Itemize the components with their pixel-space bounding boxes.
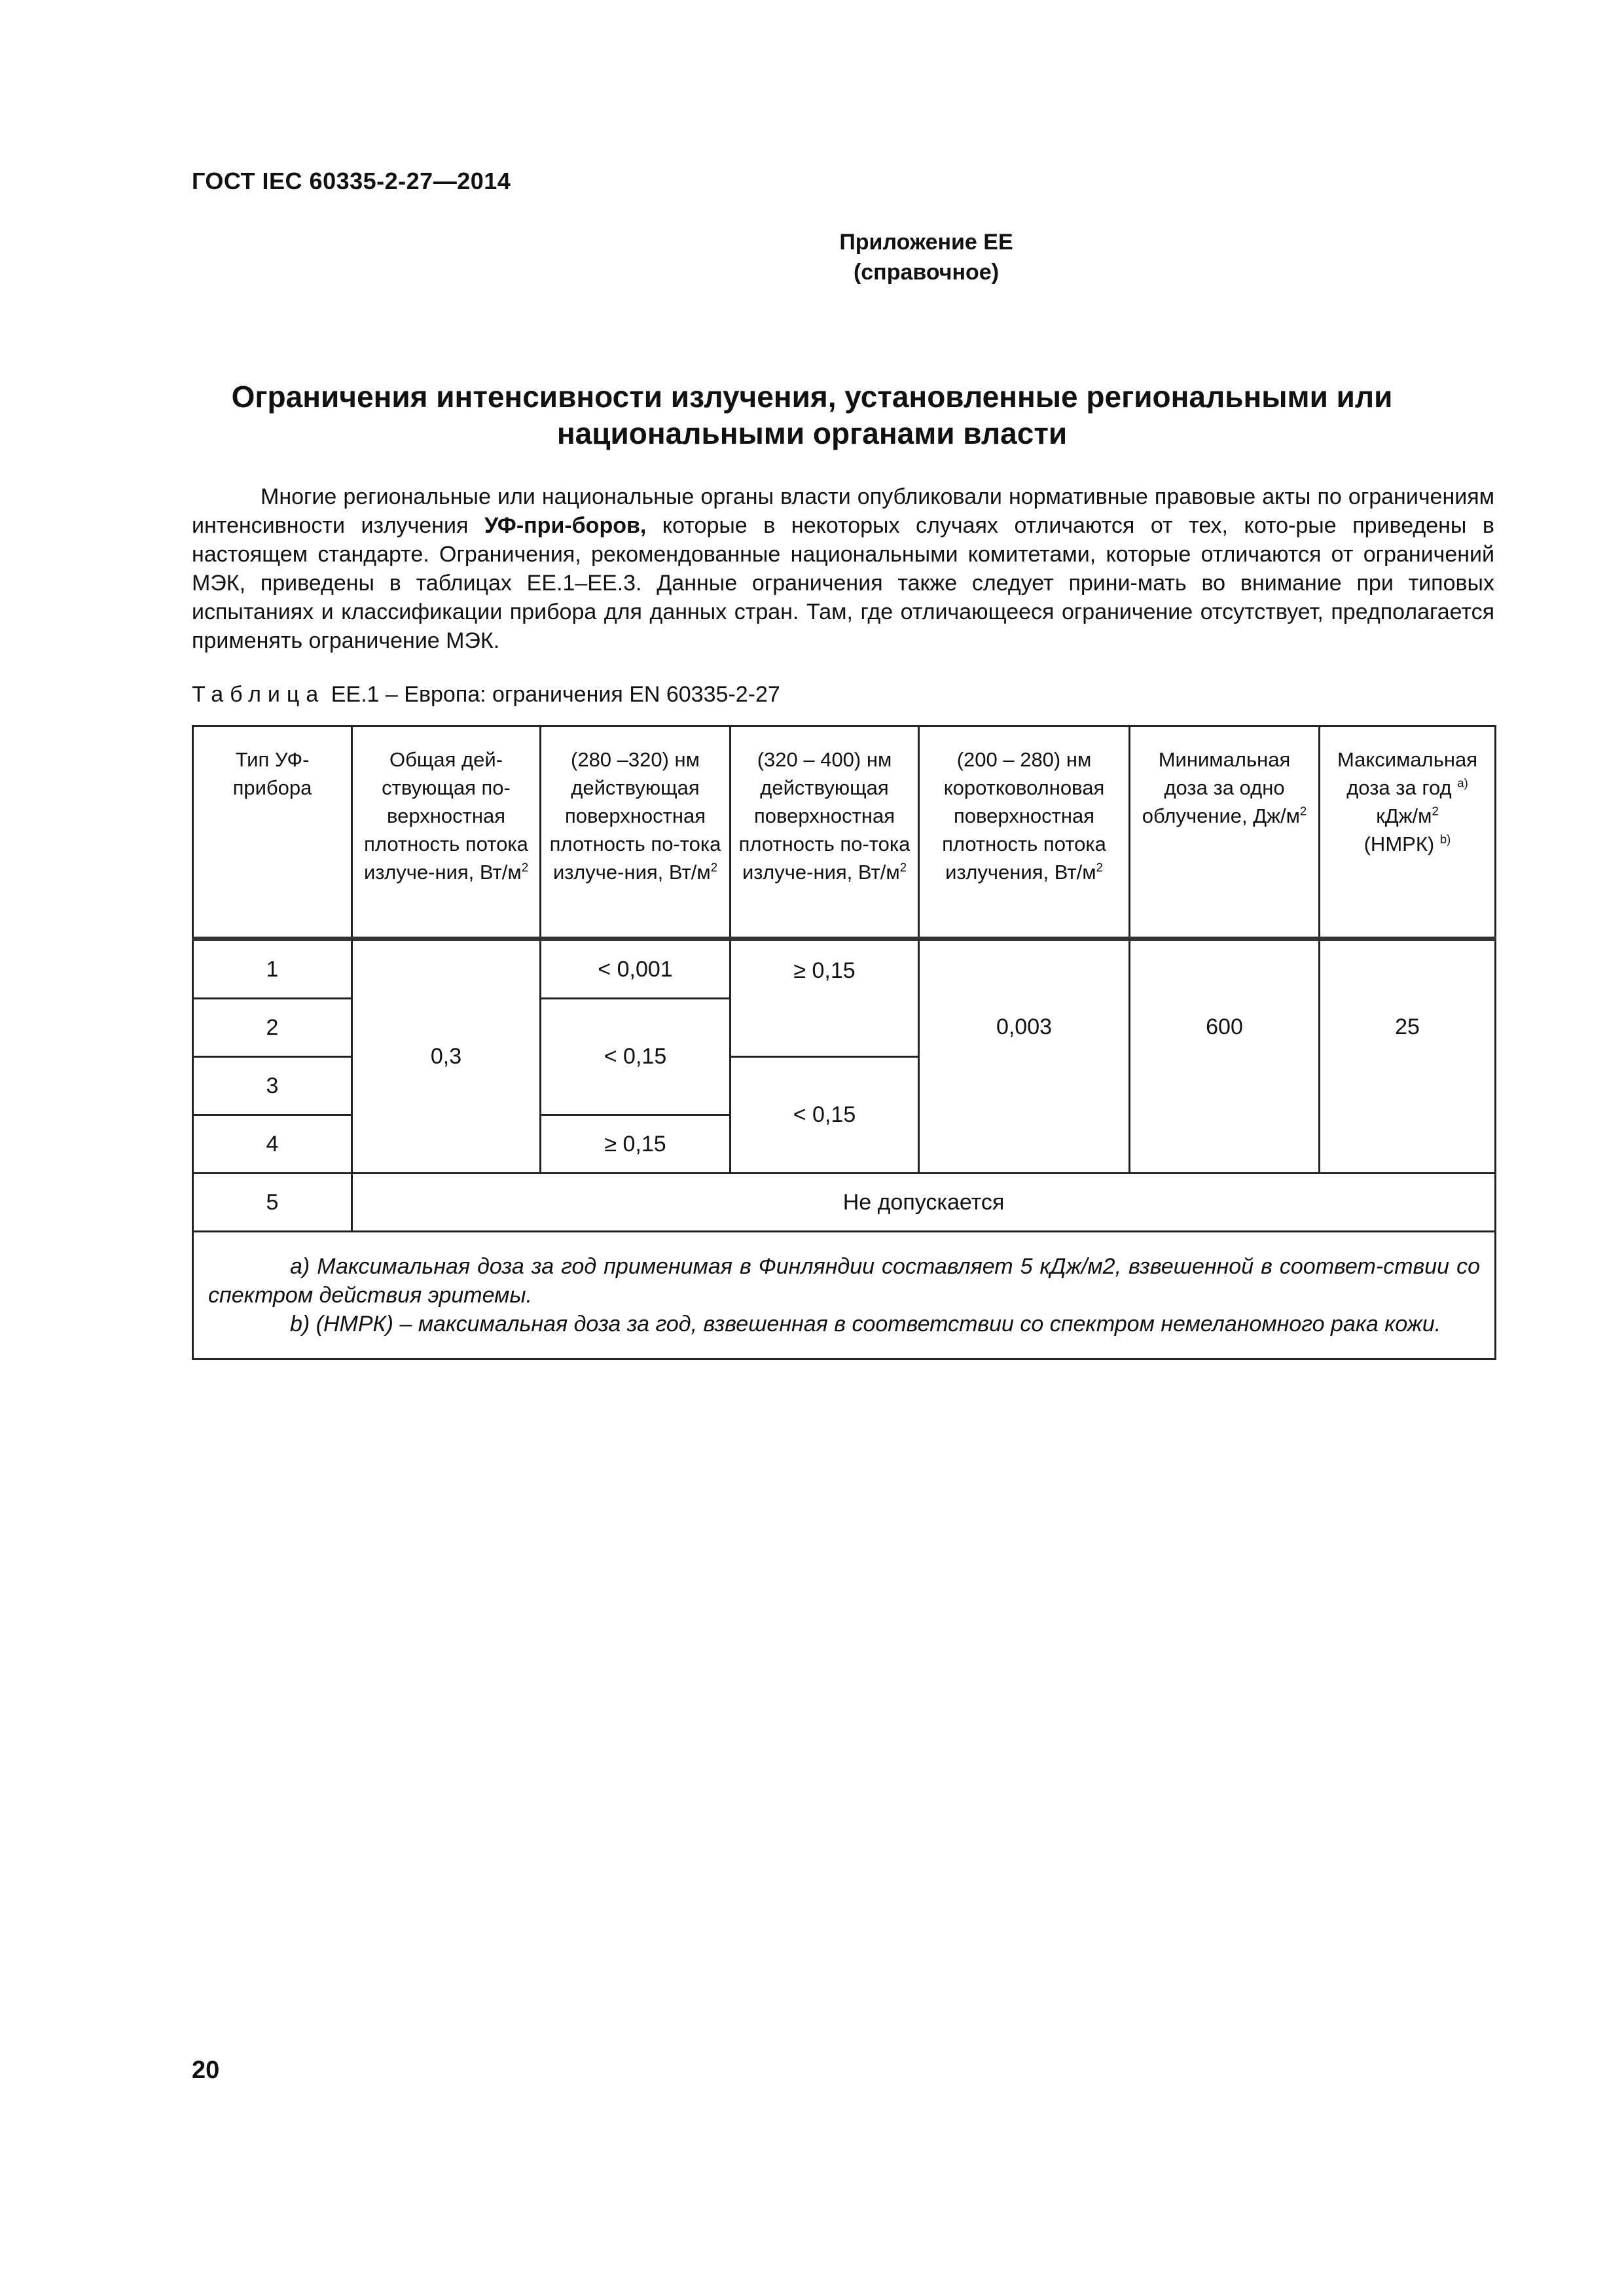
table-row — [193, 1174, 1496, 1232]
header-uva-density — [731, 726, 919, 939]
page-number: 20 — [192, 2056, 220, 2084]
header-min-dose-sup: 2 — [1299, 804, 1307, 818]
appendix-type: (справочное) — [853, 260, 1000, 285]
table-note-a: a) Максимальная доза за год применимая в Финляндии составляет 5 кДж/м2, взвешенной в соответ-ствии со спектром действия эритемы. — [208, 1254, 1480, 1308]
header-max-dose-text: Максимальная доза за год — [1337, 748, 1478, 799]
header-min-dose — [1130, 726, 1320, 939]
limits-table — [192, 725, 1496, 1360]
cell-type: 3 — [193, 1057, 352, 1115]
header-total-density-text: Общая дей-ствующая по-верхностная плотность потока излуче-ния, Вт/м — [363, 748, 528, 884]
table-caption-label: Таблица — [192, 682, 325, 707]
table-row — [193, 939, 1496, 999]
section-title — [192, 378, 1432, 452]
header-max-dose-unit-sup: 2 — [1432, 804, 1439, 818]
header-uv-type-text: Тип УФ-прибора — [232, 748, 312, 799]
table-caption — [192, 682, 780, 708]
table-notes — [193, 1232, 1496, 1359]
appendix-title: Приложение ЕЕ — [839, 230, 1013, 255]
cell-uva: < 0,15 — [731, 1057, 919, 1174]
intro-bold-term: УФ-при-боров, — [484, 513, 647, 538]
cell-type: 4 — [193, 1115, 352, 1174]
intro-paragraph — [192, 482, 1494, 655]
header-max-dose-note-a: a) — [1457, 776, 1468, 790]
cell-uva: ≥ 0,15 — [731, 939, 919, 1057]
cell-type: 1 — [193, 939, 352, 999]
cell-uvb: ≥ 0,15 — [541, 1115, 731, 1174]
header-uvb-density-sup: 2 — [710, 860, 718, 874]
table-caption-text: ЕЕ.1 – Европа: ограничения EN 60335-2-27 — [325, 682, 780, 707]
cell-type: 5 — [193, 1174, 352, 1232]
section-title-line1: Ограничения интенсивности излучения, установленные региональными или — [231, 380, 1393, 414]
cell-total-density: 0,3 — [352, 939, 541, 1174]
intro-text-part1: Многие региональные или национальные органы власти опубликовали нормативные правовые акты по ограничениям интенсивности излучения — [192, 484, 1494, 538]
cell-max-dose: 25 — [1320, 939, 1496, 1174]
cell-min-dose: 600 — [1130, 939, 1320, 1174]
table-notes-row — [193, 1232, 1496, 1359]
table-note-b: b) (НМРК) – максимальная доза за год, взвешенная в соответствии со спектром немеланомного рака кожи. — [290, 1312, 1441, 1336]
cell-uvb: < 0,001 — [541, 939, 731, 999]
header-uva-density-text: (320 – 400) нм действующая поверхностная плотность по-тока излуче-ния, Вт/м — [738, 748, 911, 884]
header-max-dose-nmsc: (НМРК) — [1363, 833, 1435, 855]
document-code-header: ГОСТ IEC 60335-2-27—2014 — [192, 168, 511, 194]
cell-uvc: 0,003 — [919, 939, 1130, 1174]
header-min-dose-text: Минимальная доза за одно облучение, Дж/м — [1142, 748, 1300, 827]
header-uvc-density-sup: 2 — [1096, 860, 1103, 874]
header-uv-type — [193, 726, 352, 939]
cell-type: 2 — [193, 999, 352, 1057]
cell-uvb: < 0,15 — [541, 999, 731, 1115]
appendix-heading — [779, 227, 1074, 287]
header-max-dose-unit: кДж/м — [1376, 804, 1432, 827]
header-total-density — [352, 726, 541, 939]
header-uva-density-sup: 2 — [899, 860, 907, 874]
header-max-dose-note-b: b) — [1439, 832, 1451, 846]
cell-not-allowed: Не допускается — [352, 1174, 1496, 1232]
intro-text-part2: которые в некоторых случаях отличаются от тех, кото-рые приведены в настоящем стандарте. Ограничения, рекомендованные национальными комитетами, которые отличаются от ограничений МЭК, приведены в таблицах ЕЕ.1–ЕЕ.3. Данные ограничения также следует прини-мать во внимание при типовых испытаниях и классификации прибора для данных стран. Там, где отличающееся ограничение отсутствует, предполагается применять ограничение МЭК. — [192, 513, 1494, 653]
header-uvb-density-text: (280 –320) нм действующая поверхностная плотность по-тока излуче-ния, Вт/м — [549, 748, 721, 884]
table-header-row — [193, 726, 1496, 939]
header-uvc-density — [919, 726, 1130, 939]
section-title-line2: национальными органами власти — [556, 416, 1068, 450]
header-uvc-density-text: (200 – 280) нм коротковолновая поверхностная плотность потока излучения, Вт/м — [942, 748, 1106, 884]
header-total-density-sup: 2 — [521, 860, 529, 874]
header-uvb-density — [541, 726, 731, 939]
header-max-dose — [1320, 726, 1496, 939]
